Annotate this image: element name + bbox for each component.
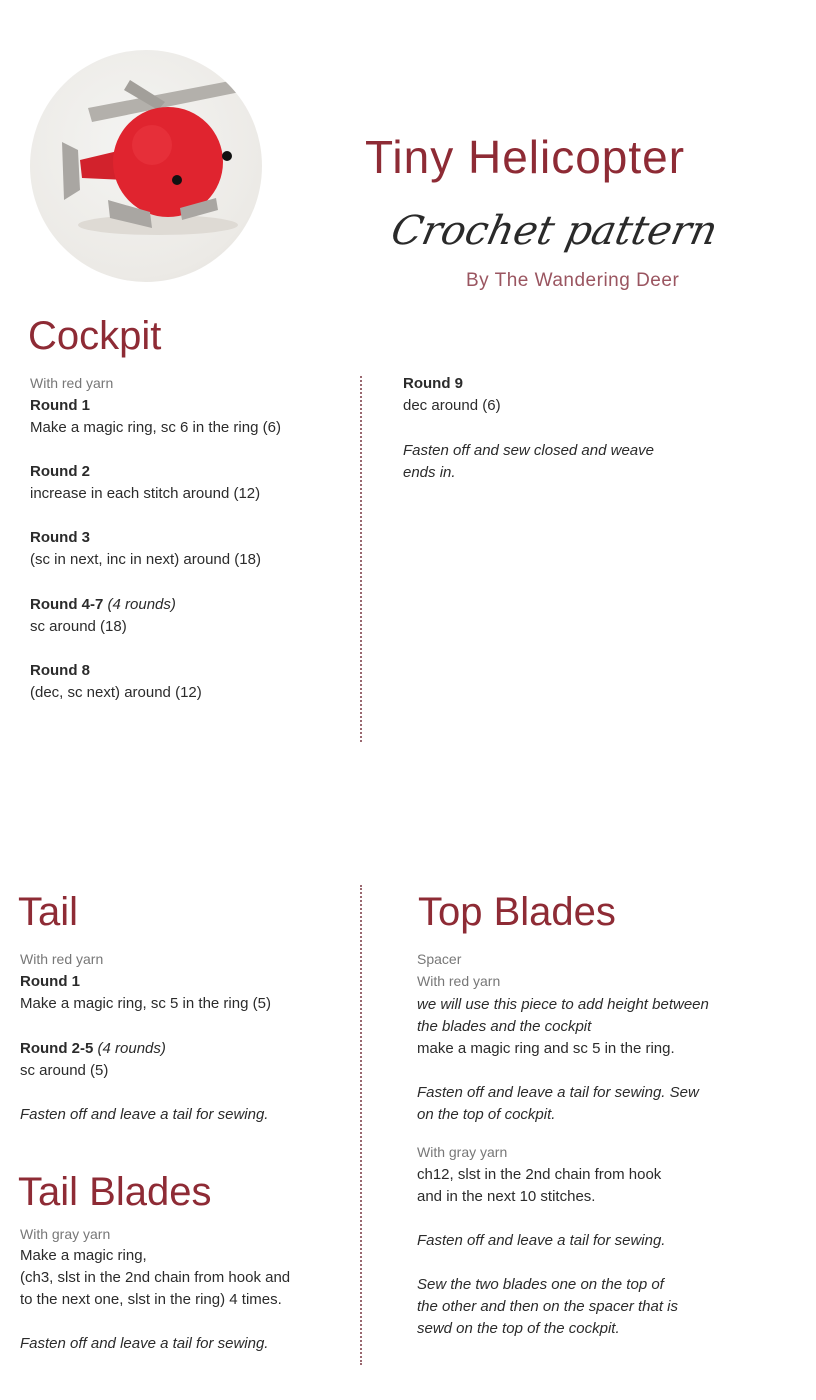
cockpit-heading: Cockpit xyxy=(28,314,162,358)
cockpit-round-1-label: Round 1 xyxy=(30,397,90,414)
tail-blades-heading: Tail Blades xyxy=(18,1170,212,1214)
top-blades-spacer: Spacer xyxy=(417,951,462,967)
crochet-helicopter-illustration xyxy=(30,50,262,282)
top-blades-heading: Top Blades xyxy=(418,890,616,934)
cockpit-round-4-7-text: sc around (18) xyxy=(30,618,127,635)
cockpit-round-9-label: Round 9 xyxy=(403,375,463,392)
tail-round-2-5-label xyxy=(20,1040,166,1057)
helicopter-photo xyxy=(30,50,262,282)
cockpit-round-3-label: Round 3 xyxy=(30,529,90,546)
cockpit-round-1-text: Make a magic ring, sc 6 in the ring (6) xyxy=(30,419,281,436)
cockpit-round-4-7-label xyxy=(30,596,176,613)
top-blades-sew-3: sewd on the top of the cockpit. xyxy=(417,1320,620,1337)
tail-blades-yarn: With gray yarn xyxy=(20,1226,111,1242)
tail-finish: Fasten off and leave a tail for sewing. xyxy=(20,1106,269,1123)
cockpit-round-3-text: (sc in next, inc in next) around (18) xyxy=(30,551,261,568)
tail-blades-line-3: to the next one, slst in the ring) 4 times. xyxy=(20,1291,282,1308)
tail-blades-line-2: (ch3, slst in the 2nd chain from hook and xyxy=(20,1269,291,1286)
tail-round-1-label: Round 1 xyxy=(20,973,80,990)
top-blades-note-1: we will use this piece to add height between xyxy=(417,996,709,1013)
cockpit-finish-line-1: Fasten off and sew closed and weave xyxy=(403,442,654,459)
top-blades-fasten-1: Fasten off and leave a tail for sewing. Sew xyxy=(417,1084,699,1101)
top-blades-yarn-gray: With gray yarn xyxy=(417,1144,508,1160)
top-blades-fasten-2: on the top of cockpit. xyxy=(417,1106,556,1123)
tail-yarn: With red yarn xyxy=(20,951,104,967)
bottom-column-divider xyxy=(360,885,362,1365)
cockpit-round-9-text: dec around (6) xyxy=(403,397,501,414)
cockpit-round-8-label: Round 8 xyxy=(30,662,90,679)
tail-round-2-5-title: Round 2-5 xyxy=(20,1040,94,1057)
cockpit-round-8-text: (dec, sc next) around (12) xyxy=(30,684,202,701)
top-blades-sew-1: Sew the two blades one on the top of xyxy=(417,1276,664,1293)
tail-blades-finish: Fasten off and leave a tail for sewing. xyxy=(20,1335,269,1352)
tail-round-2-5-text: sc around (5) xyxy=(20,1062,109,1079)
cockpit-yarn: With red yarn xyxy=(30,375,114,391)
top-blades-blade-2: and in the next 10 stitches. xyxy=(417,1188,596,1205)
tail-heading: Tail xyxy=(18,890,79,934)
cockpit-round-2-label: Round 2 xyxy=(30,463,90,480)
top-blades-yarn-red: With red yarn xyxy=(417,973,501,989)
pattern-title: Tiny Helicopter xyxy=(365,131,686,183)
top-blades-note-2: the blades and the cockpit xyxy=(417,1018,592,1035)
cockpit-finish-line-2: ends in. xyxy=(403,464,456,481)
tail-blades-line-1: Make a magic ring, xyxy=(20,1247,147,1264)
top-blades-instruction: make a magic ring and sc 5 in the ring. xyxy=(417,1040,675,1057)
top-blades-sew-2: the other and then on the spacer that is xyxy=(417,1298,679,1315)
top-blades-fasten-3: Fasten off and leave a tail for sewing. xyxy=(417,1232,666,1249)
cockpit-column-divider xyxy=(360,376,362,742)
pattern-byline: By The Wandering Deer xyxy=(466,270,680,291)
tail-round-2-5-note: (4 rounds) xyxy=(97,1040,166,1057)
tail-round-1-text: Make a magic ring, sc 5 in the ring (5) xyxy=(20,995,271,1012)
cockpit-round-4-7-title: Round 4-7 xyxy=(30,596,104,613)
cockpit-round-2-text: increase in each stitch around (12) xyxy=(30,485,261,502)
top-blades-blade-1: ch12, slst in the 2nd chain from hook xyxy=(417,1166,662,1183)
pattern-subtitle: Crochet pattern xyxy=(387,208,722,254)
cockpit-round-4-7-note: (4 rounds) xyxy=(107,596,176,613)
